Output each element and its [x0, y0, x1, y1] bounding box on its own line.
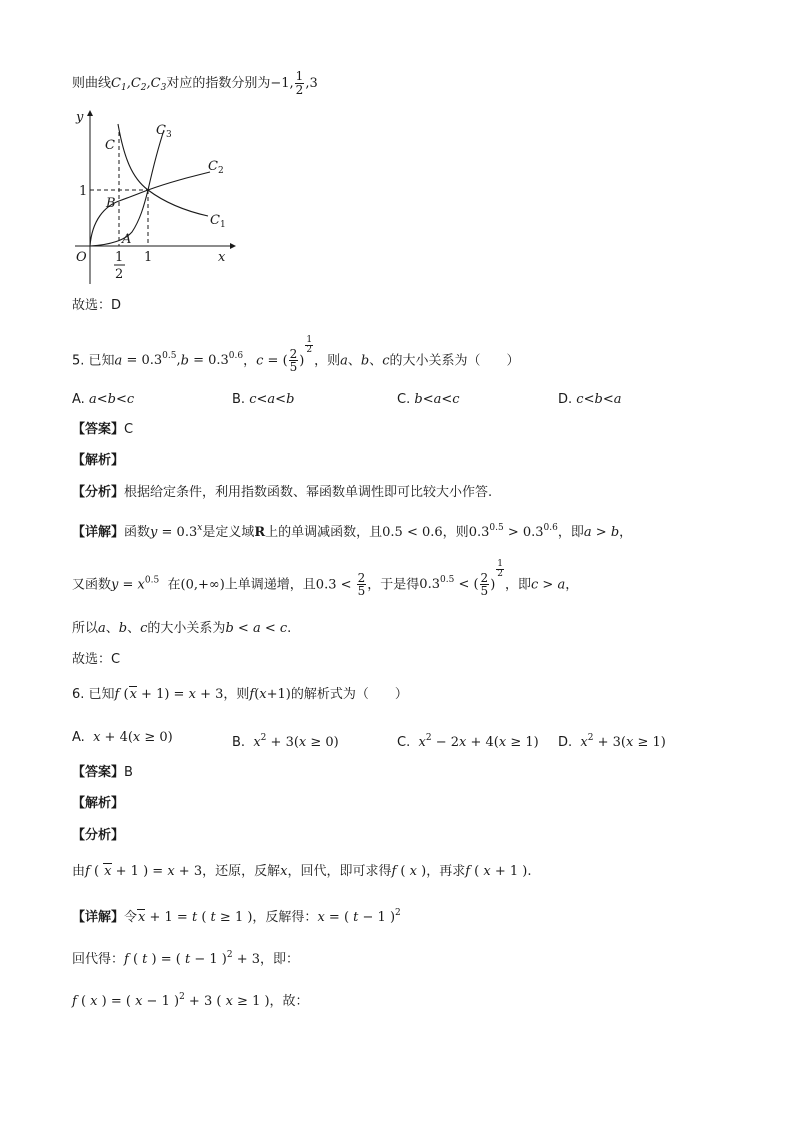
intro-tail: 对应的指数分别为: [166, 76, 271, 91]
q5-option-b[interactable]: B. c<a<b: [232, 392, 295, 407]
origin-label: O: [76, 250, 87, 265]
c2-label: $C_2$: [208, 159, 224, 176]
q5-detail-2: 又函数$y = x^{0.5}$ 在(0,+∞)上单调递增，且0.3 < $\frac{2}{5}$ ，于是得$0.3^{0.5}$ < ( $\frac{2}{5}$ ) $\frac{1}{2}$ ，即c > a，: [72, 559, 579, 599]
answer-prev: 故选：D: [72, 298, 122, 313]
q5-option-d[interactable]: D. c<b<a: [558, 392, 622, 407]
q5-given: a: [114, 353, 123, 369]
q5-end: 故选：C: [72, 652, 121, 667]
q5-stem-end: 的大小关系为（ ）: [389, 353, 520, 369]
y-axis-label: y: [76, 110, 84, 125]
q5-detail-3: 所以a、b、c的大小关系为b < a < c.: [72, 621, 292, 636]
half-den: 2: [115, 267, 124, 282]
point-b-label: B: [106, 196, 116, 211]
q5-fenxi: 【分析】根据给定条件，利用指数函数、幂函数单调性即可比较大小作答.: [72, 485, 493, 500]
half-num: 1: [115, 250, 124, 265]
c3-label: $C_3$: [156, 123, 172, 140]
q6-analysis-tag: 【解析】: [72, 796, 125, 811]
power-function-graph: [70, 108, 240, 288]
q6-detail-1: 【详解】令x + 1 = t ( t ≥ 1 )，反解得：x = ( t − 1 )$^2$: [72, 908, 401, 925]
q5-option-c[interactable]: C. b<a<c: [397, 392, 460, 407]
x-axis-label: x: [218, 250, 226, 265]
q6-detail-3: f ( x ) = ( x − 1 )$^2$ + 3 ( x ≥ 1 )，故：: [72, 992, 309, 1009]
intro-last: ,3: [305, 76, 318, 91]
q6-option-b[interactable]: B. $x^2 + 3(x \ge 0)$: [232, 733, 339, 750]
q6-fenxi-tag: 【分析】: [72, 828, 125, 843]
curve-labels: $C_1,C_2,C_3$: [111, 76, 167, 93]
q6-option-c[interactable]: C. $x^2 - 2x + 4(x \ge 1)$: [397, 733, 539, 750]
q5-stem: 5. 已知$a = 0.3^{0.5},b = 0.3^{0.6}$，c = ( $\frac{2}{5}$ ) $\frac{1}{2}$ ，则a、b、c的大小关系为（ ）: [72, 335, 520, 375]
intro-text: 则曲线: [72, 76, 112, 91]
q5-answer: 【答案】C: [72, 422, 134, 437]
q5-detail-1: 【详解】函数$y = 0.3^x$是定义域R上的单调减函数，且0.5 < 0.6，则$0.3^{0.5} > 0.3^{0.6}$，即a > b，: [72, 523, 633, 540]
q6-option-d[interactable]: D. $x^2 + 3(x \ge 1)$: [558, 733, 666, 750]
point-c-label: C: [105, 138, 115, 153]
intro-line: [72, 66, 318, 102]
q6-option-a[interactable]: A. x + 4(x ≥ 0): [72, 730, 173, 745]
q6-detail-2: 回代得：f ( t ) = ( t − 1 )$^2$ + 3，即：: [72, 950, 300, 967]
point-a-label: A: [122, 232, 132, 247]
q6-stem: 6. 已知f (x + 1) = x + 3，则f(x+1)的解析式为（ ）: [72, 687, 408, 702]
q5-number: 5. 已知: [72, 353, 115, 369]
q6-fenxi-line: 由f ( x + 1 ) = x + 3，还原，反解x，回代，即可求得f ( x )，再求f ( x + 1 ).: [72, 864, 532, 879]
q6-answer: 【答案】B: [72, 765, 133, 780]
intro-half: $\frac{1}{2}$: [295, 69, 304, 97]
x-one-label: 1: [144, 250, 153, 265]
q5-analysis-tag: 【解析】: [72, 453, 125, 468]
intro-values: −1,: [270, 76, 294, 91]
c1-label: $C_1$: [210, 213, 226, 230]
q5-option-a[interactable]: A. a<b<c: [72, 392, 135, 407]
y-one-label: 1: [79, 184, 88, 199]
